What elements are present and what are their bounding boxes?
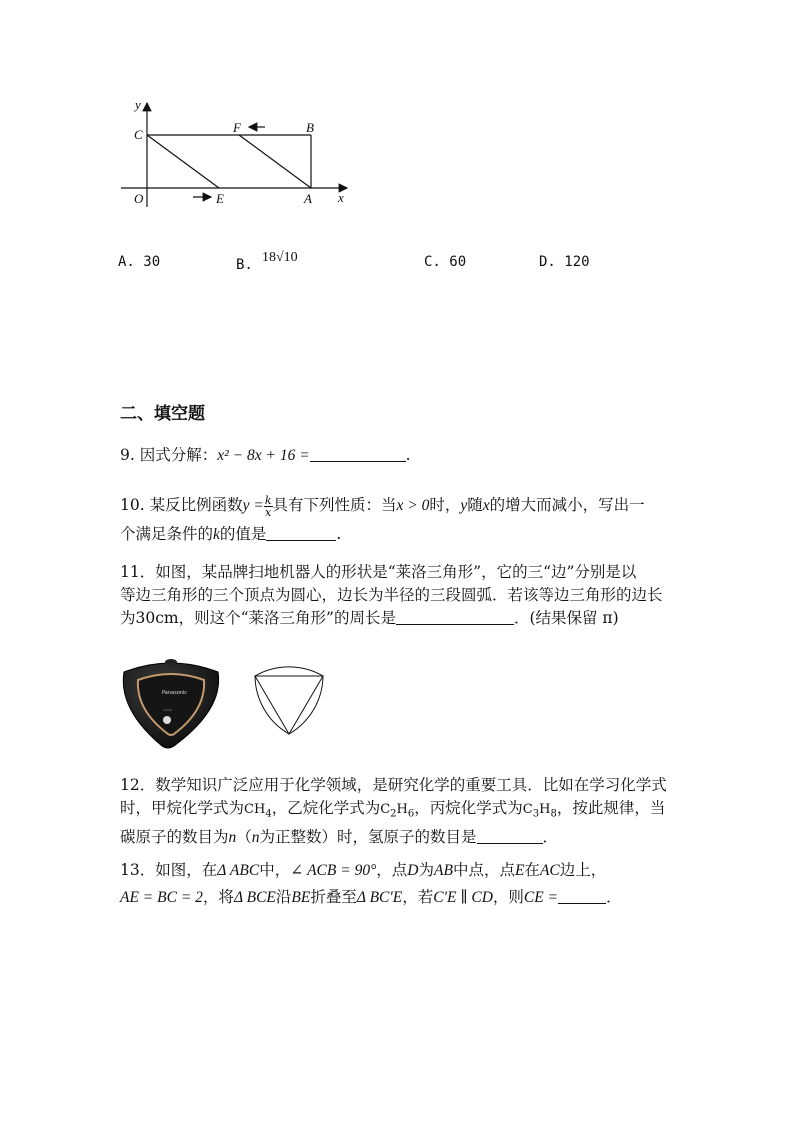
q10-text-1c: 时，: [429, 496, 461, 514]
q10-x-var: x: [482, 497, 490, 514]
q12-n-2: n: [251, 828, 260, 846]
label-C: C: [134, 127, 143, 142]
option-a-label: A.: [118, 254, 135, 270]
option-b-label: B.: [236, 257, 253, 273]
question-12: [120, 774, 667, 849]
question-11: [120, 561, 663, 630]
q13-triangle-bc-prime-e: Δ BC′E: [356, 889, 403, 906]
q10-number: 10.: [120, 496, 145, 514]
label-x: x: [338, 190, 344, 205]
q12-text-2b: ，乙烷化学式为: [271, 799, 381, 817]
option-c-label: C.: [424, 254, 441, 270]
q12-text-3b: （: [236, 827, 252, 846]
q12-c2h6: $C_2H_6$: [380, 802, 415, 820]
q13-text-1b: 中，: [259, 861, 291, 879]
q11-text-3a: 为30cm，则这个“莱洛三角形”的周长是: [120, 609, 396, 627]
option-d-label: D.: [539, 254, 556, 270]
q9-number: 9.: [120, 446, 135, 464]
reuleaux-triangle-figure: [250, 662, 330, 742]
q13-text-end: ．: [606, 888, 622, 906]
label-A: A: [304, 191, 312, 206]
q10-text-1e: 的增大而减小，写出一: [489, 496, 645, 514]
q12-line-1: 12．数学知识广泛应用于化学领域，是研究化学的重要工具．比如在学习化学式: [120, 776, 667, 794]
q13-triangle-abc: Δ ABC: [217, 862, 260, 879]
q9-text: 因式分解：: [139, 446, 218, 464]
q10-text-2a: 个满足条件的: [120, 525, 214, 543]
q12-text-3a: 碳原子的数目为: [120, 827, 229, 846]
q11-line-2: 等边三角形的三个顶点为圆心，边长为半径的三段圆弧．若该等边三角形的边长: [120, 586, 663, 604]
q10-text-2b: 的值是: [219, 525, 267, 543]
q13-text-1e: 中点，点: [452, 861, 515, 879]
q13-segment-ac: AC: [539, 862, 560, 879]
q13-segment-ab: AB: [434, 862, 453, 879]
q12-n-1: n: [228, 828, 237, 846]
q12-ch4: $CH_4$: [244, 802, 272, 820]
q13-line-1: [120, 859, 622, 882]
label-y: y: [135, 97, 141, 112]
q12-text-2c: ，丙烷化学式为: [414, 799, 523, 817]
q12-text-2d: ，按此规律，当: [556, 799, 666, 817]
q10-text-1b: 具有下列性质：当: [272, 496, 397, 514]
q10-y-var: y: [460, 497, 468, 514]
option-b-value: 18√10: [262, 250, 298, 265]
segment-FA: [239, 135, 311, 188]
q13-point-d: D: [407, 862, 419, 879]
q13-angle: ∠ ACB = 90°: [290, 862, 377, 879]
option-b: [236, 257, 253, 273]
q11-line-3: [120, 607, 663, 630]
option-a: [118, 254, 160, 270]
q10-frac-den: x: [265, 505, 272, 519]
q13-text-1g: 边上，: [559, 861, 607, 879]
q13-point-e: E: [514, 862, 525, 879]
option-c: [424, 254, 466, 270]
question-9: 9. 因式分解：x² − 8x + 16 = .: [120, 446, 411, 464]
coordinate-figure: [115, 95, 355, 215]
q10-fraction: [264, 495, 273, 518]
q13-text-1f: 在: [524, 861, 540, 879]
q10-text-1d: 随: [467, 496, 483, 514]
q13-answer-blank[interactable]: [558, 889, 606, 904]
q13-text-1d: 为: [418, 861, 434, 879]
q11-text-3b: ．(结果保留 π): [513, 609, 619, 627]
question-13: [120, 859, 622, 909]
label-O: O: [134, 191, 144, 206]
q12-line-3: [120, 826, 667, 849]
option-a-value: 30: [143, 254, 161, 270]
q12-c3h8: $C_3H_8$: [522, 802, 557, 820]
q13-segment-be: BE: [291, 889, 311, 906]
segment-CE: [147, 135, 219, 188]
label-E: E: [216, 191, 224, 206]
q13-triangle-bce: Δ BCE: [233, 889, 276, 906]
section-title: 二、填空题: [120, 404, 205, 424]
q9-expression: x² − 8x + 16 =: [217, 447, 310, 464]
q11-answer-blank[interactable]: [396, 610, 514, 625]
q13-text-2e: ，则: [492, 888, 524, 906]
robot-brand-text: Panasonic: [162, 690, 188, 696]
q10-frac-num: k: [264, 493, 272, 507]
question-10: [120, 494, 645, 518]
q10-func-y: y =: [242, 497, 264, 514]
option-d: [539, 254, 590, 270]
q12-line-2: [120, 797, 667, 826]
option-c-value: 60: [449, 254, 467, 270]
robot-vacuum-image: [116, 654, 226, 750]
q13-text-2b: 沿: [275, 888, 292, 906]
q12-text-3c: 为正整数）时，氢原子的数目是: [259, 827, 477, 846]
q13-line-2: [120, 886, 622, 909]
q13-text-2c: 折叠至: [310, 888, 357, 906]
q12-answer-blank[interactable]: [477, 829, 543, 844]
q9-answer-blank[interactable]: [310, 447, 406, 462]
label-F: F: [233, 120, 241, 135]
q13-equation: AE = BC = 2: [120, 889, 203, 906]
q13-text-1a: 13．如图，在: [120, 861, 218, 879]
q13-text-2a: ，将: [202, 888, 234, 906]
q13-parallel: C′E ∥ CD: [433, 889, 493, 906]
q10-answer-blank[interactable]: [266, 526, 336, 541]
q12-text-end: ．: [542, 827, 559, 846]
question-10-line-2: 个满足条件的k的值是 .: [120, 525, 342, 543]
q10-condition: x > 0: [396, 497, 430, 514]
option-d-value: 120: [564, 254, 590, 270]
q13-text-2d: ，若: [402, 888, 434, 906]
label-B: B: [306, 120, 314, 135]
q11-line-1: 11．如图，某品牌扫地机器人的形状是“莱洛三角形”，它的三“边”分别是以: [120, 563, 637, 581]
q10-text-1a: 某反比例函数: [149, 496, 243, 514]
q13-ce: CE =: [523, 889, 559, 906]
q12-text-2a: 时，甲烷化学式为: [120, 799, 245, 817]
q13-text-1c: ，点: [376, 861, 408, 879]
q10-k-var: k: [213, 526, 220, 543]
